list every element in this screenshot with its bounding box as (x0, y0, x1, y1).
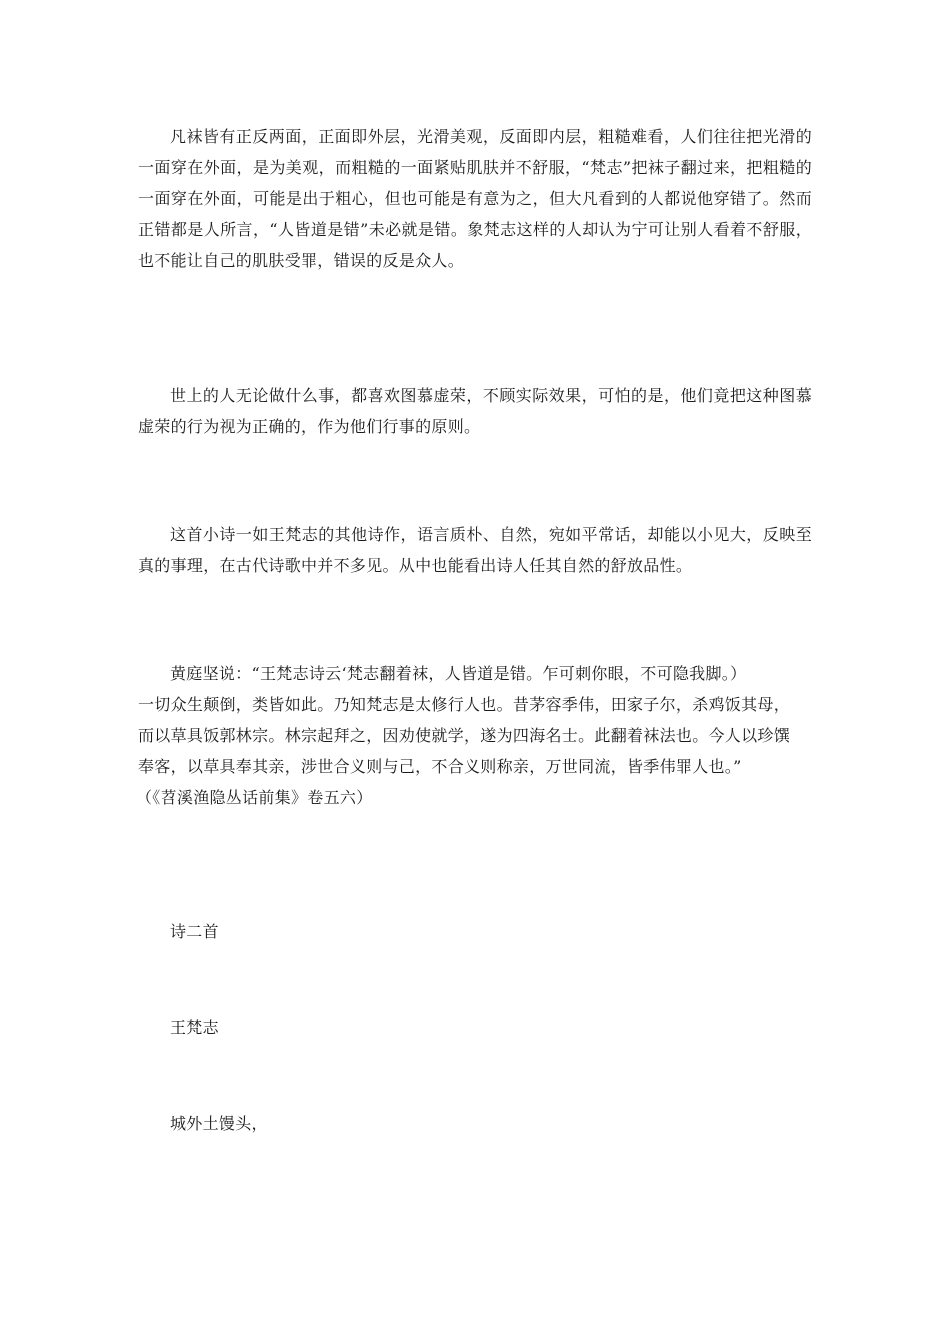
poem-author: 王梵志 (170, 1018, 219, 1037)
poem-title: 诗二首 (170, 922, 219, 941)
quote-source: （《苕溪渔隐丛话前集》卷五六） (136, 788, 373, 807)
poem-first-line: 城外土馒头， (170, 1114, 268, 1133)
paragraph-vanity-commentary: 世上的人无论做什么事，都喜欢图慕虚荣，不顾实际效果，可怕的是，他们竟把这种图慕虚荣的行为视为正确的，作为他们行事的原则。 (138, 386, 812, 436)
paragraph-socks-explanation: 凡袜皆有正反两面，正面即外层，光滑美观，反面即内层，粗糙难看，人们往往把光滑的一面穿在外面，是为美观，而粗糙的一面紧贴肌肤并不舒服，“梵志”把袜子翻过来，把粗糙的一面穿在外面，可能是出于粗心，但也可能是有意为之，但大凡看到的人都说他穿错了。然而正错都是人所言，“人皆道是错”未必就是错。象梵志这样的人却认为宁可让别人看着不舒服，也不能让自己的肌肤受罪，错误的反是众人。 (138, 127, 812, 270)
quote-line-3: 而以草具饭郭林宗。林宗起拜之，因劝使就学，遂为四海名士。此翻着袜法也。今人以珍馔 (138, 726, 791, 745)
quote-line-2: 一切众生颠倒，类皆如此。乃知梵志是太修行人也。昔茅容季伟，田家子尔，杀鸡饭其母， (138, 695, 791, 714)
paragraph-poem-style: 这首小诗一如王梵志的其他诗作，语言质朴、自然，宛如平常话，却能以小见大，反映至真的事理，在古代诗歌中并不多见。从中也能看出诗人任其自然的舒放品性。 (138, 525, 812, 575)
quote-line-4: 奉客，以草具奉其亲，涉世合义则与己，不合义则称亲，万世同流，皆季伟罪人也。” (138, 757, 742, 776)
quote-line-1: 黄庭坚说：“王梵志诗云‘梵志翻着袜，人皆道是错。乍可刺你眼，不可隐我脚。） (170, 664, 747, 683)
